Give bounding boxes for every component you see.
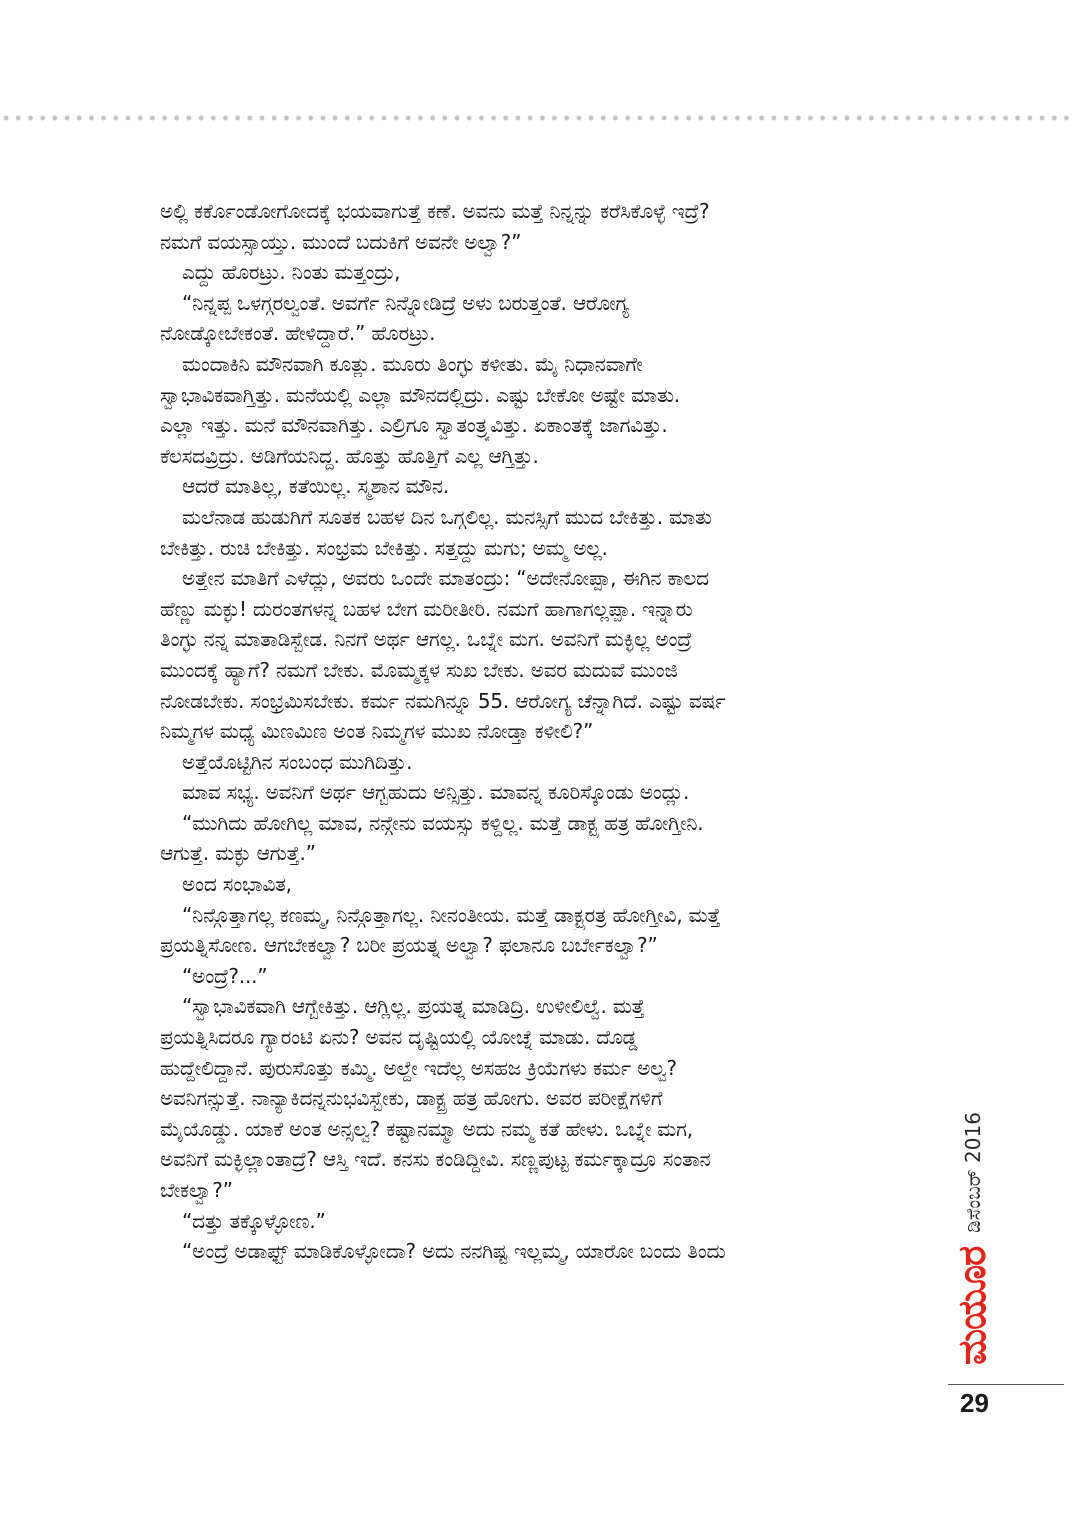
text-line: “ದತ್ತು ತಕ್ಕೊಳ್ಳೋಣ.” [182, 1208, 326, 1233]
text-line: ಬೇಕಿತ್ತು. ರುಚಿ ಬೇಕಿತ್ತು. ಸಂಭ್ರಮ ಬೇಕಿತ್ತು. ಸತ್ತದ್ದು ಮಗು; ಅಮ್ಮ ಅಲ್ಲ. [160, 535, 608, 560]
text-line: ಅಂದ ಸಂಭಾವಿತ, [182, 872, 292, 897]
text-line: ತಿಂಗ್ಳು ನನ್ನ ಮಾತಾಡಿಸ್ಬೇಡ. ನಿನಗೆ ಅರ್ಥ ಆಗಲ್ಲ. ಒಬ್ನೇ ಮಗ. ಅವನಿಗೆ ಮಕ್ಳಿಲ್ಲ ಅಂದ್ರೆ [160, 627, 692, 652]
text-line: “ಸ್ವಾಭಾವಿಕವಾಗಿ ಆಗ್ಬೇಕಿತ್ತು. ಆಗ್ಲಿಲ್ಲ. ಪ್ರಯತ್ನ ಮಾಡಿದ್ರಿ. ಉಳೀಲಿಲ್ವೆ. ಮತ್ತೆ [182, 994, 645, 1019]
text-line: ಮುಂದಕ್ಕೆ ಹ್ಯಾಗೆ? ನಮಗೆ ಬೇಕು. ಮೊಮ್ಮಕ್ಕಳ ಸುಖ ಬೇಕು. ಅವರ ಮದುವೆ ಮುಂಜಿ [160, 657, 678, 682]
text-line: ಕೆಲಸದವ್ರಿದ್ರು. ಅಡಿಗೆಯನಿದ್ದ. ಹೊತ್ತು ಹೊತ್ತಿಗೆ ಎಲ್ಲ ಆಗ್ತಿತ್ತು. [160, 443, 539, 468]
footer-rule [948, 1384, 1064, 1385]
text-line: ಎದ್ದು ಹೊರಟ್ರು. ನಿಂತು ಮತ್ತಂದ್ರು, [182, 260, 401, 285]
magazine-sidebar [950, 1110, 1000, 1365]
text-line: “ಅಂದ್ರೆ ಅಡಾಫ್ಟ್ ಮಾಡಿಕೊಳ್ಳೋದಾ? ಅದು ನನಗಿಷ್ಟ ಇಲ್ಲಮ್ಮ, ಯಾರೋ ಬಂದು ತಿಂದು [182, 1239, 726, 1264]
text-line: ಪ್ರಯತ್ನಿಸಿದರೂ ಗ್ಯಾರಂಟಿ ಏನು? ಅವನ ದೃಷ್ಟಿಯಲ್ಲಿ ಯೋಚ್ನೆ ಮಾಡು. ದೊಡ್ಡ [160, 1025, 638, 1050]
text-line: “ನಿನ್ನಪ್ಪ ಒಳಗ್ಗರಲ್ವಂತೆ. ಅವರ್ಗೆ ನಿನ್ನೋಡಿದ್ರೆ ಅಳು ಬರುತ್ತಂತೆ. ಆರೋಗ್ಯ [182, 290, 629, 315]
text-line: ನೋಡ್ಕೋಬೇಕಂತೆ. ಹೇಳಿದ್ದಾರೆ.” ಹೊರಟ್ರು. [160, 321, 436, 346]
text-line: “ಅಂದ್ರೆ?...” [182, 963, 268, 988]
story-body [160, 196, 920, 1267]
text-line: ಮಂದಾಕಿನಿ ಮೌನವಾಗಿ ಕೂತ್ಲು. ಮೂರು ತಿಂಗ್ಳು ಕಳೀತು. ಮೈ ನಿಧಾನವಾಗೇ [182, 351, 643, 376]
text-line: ಬೇಕಲ್ವಾ?” [160, 1178, 233, 1202]
text-line: ಆದರೆ ಮಾತಿಲ್ಲ, ಕತೆಯಿಲ್ಲ. ಸ್ಮಶಾನ ಮೌನ. [182, 474, 449, 499]
text-line: “ನಿನ್ಗೊತ್ತಾಗಲ್ಲ ಕಣಮ್ಮ, ನಿನ್ಗೊತ್ತಾಗಲ್ಲ. ನೀನಂತೀಯ. ಮತ್ತೆ ಡಾಕ್ಟ್ರರತ್ರ ಹೋಗ್ತೀವಿ, ಮತ್ತೆ [182, 902, 721, 927]
text-line: ನಿಮ್ಮಗಳ ಮಧ್ಯೆ ಮಿಣಮಿಣ ಅಂತ ನಿಮ್ಮಗಳ ಮುಖ ನೋಡ್ತಾ ಕಳೀಲಿ?” [160, 719, 594, 744]
text-line: ಅಲ್ಲಿ ಕರ್ಕೊಂಡೋಗೋದಕ್ಕೆ ಭಯವಾಗುತ್ತೆ ಕಣೆ. ಅವನು ಮತ್ತೆ ನಿನ್ನನ್ನು ಕರೆಸಿಕೊಳ್ಳೆ ಇದ್ರೆ? [160, 199, 710, 223]
text-line: “ಮುಗಿದು ಹೋಗಿಲ್ಲ ಮಾವ, ನನ್ಗೇನು ವಯಸ್ಸು ಕಳ್ದಿಲ್ಲ. ಮತ್ತೆ ಡಾಕ್ಟ್ರ ಹತ್ರ ಹೋಗ್ತೀನಿ. [182, 810, 704, 835]
text-line: ಮಾವ ಸಭ್ಯ. ಅವನಿಗೆ ಅರ್ಥ ಆಗ್ಬಹುದು ಅನ್ಸಿತ್ತು. ಮಾವನ್ನ ಕೂರಿಸ್ಕೊಂಡು ಅಂದ್ಲು. [182, 780, 690, 805]
text-line: ಅತ್ತೇನ ಮಾತಿಗೆ ಎಳೆದ್ಲು, ಅವರು ಒಂದೇ ಮಾತಂದ್ರು: “ಅದೇನೋಪ್ಪಾ, ಈಗಿನ ಕಾಲದ [182, 566, 709, 591]
text-line: ಅವನಿಗೆ ಮಕ್ಳಿಲ್ಲಾಂತಾದ್ರೆ? ಆಸ್ತಿ ಇದೆ. ಕನಸು ಕಂಡಿದ್ದೀವಿ. ಸಣ್ಣಪುಟ್ಟ ಕರ್ಮಕ್ಕಾದ್ರೂ ಸಂತಾನ [160, 1147, 711, 1172]
dotted-header-rule [0, 114, 1072, 122]
text-line: ಮೈಯೊಡ್ಡು. ಯಾಕೆ ಅಂತ ಅನ್ಸಲ್ವ? ಕಷ್ಟಾನಮ್ಮಾ ಅದು ನಮ್ಮ ಕತೆ ಹೇಳು. ಒಬ್ನೇ ಮಗ, [160, 1116, 693, 1141]
text-line: ನೋಡಬೇಕು. ಸಂಭ್ರಮಿಸಬೇಕು. ಕರ್ಮ ನಮಗಿನ್ನೂ 55. ಆರೋಗ್ಯ ಚೆನ್ನಾಗಿದೆ. ಎಷ್ಟು ವರ್ಷ [160, 688, 726, 713]
issue-date: ಡಿಸೆಂಬರ್ 2016 [960, 1112, 985, 1233]
text-line: ಹುದ್ದೇಲಿದ್ದಾನೆ. ಪುರುಸೊತ್ತು ಕಮ್ಮಿ. ಅಲ್ದೇ ಇದೆಲ್ಲ ಅಸಹಜ ಕ್ರಿಯೆಗಳು ಕರ್ಮ ಅಲ್ವ? [160, 1055, 677, 1080]
text-line: ಅತ್ತೆಯೊಟ್ಟಿಗಿನ ಸಂಬಂಧ ಮುಗಿದಿತ್ತು. [182, 749, 413, 774]
text-line: ಆಗುತ್ತೆ. ಮಕ್ಳು ಆಗುತ್ತೆ.” [160, 841, 316, 866]
text-line: ಸ್ವಾಭಾವಿಕವಾಗ್ತಿತ್ತು. ಮನೆಯಲ್ಲಿ ಎಲ್ಲಾ ಮೌನದಲ್ಲಿದ್ರು. ಎಷ್ಟು ಬೇಕೋ ಅಷ್ಟೇ ಮಾತು. [160, 382, 680, 407]
page-number: 29 [960, 1388, 989, 1418]
text-line: ಮಲೆನಾಡ ಹುಡುಗಿಗೆ ಸೂತಕ ಬಹಳ ದಿನ ಒಗ್ಗಲಿಲ್ಲ. ಮನಸ್ಸಿಗೆ ಮುದ ಬೇಕಿತ್ತು. ಮಾತು [182, 504, 712, 529]
magazine-logo: ಮಯೂರ [950, 1246, 994, 1365]
text-line: ಪ್ರಯತ್ನಿಸೋಣ. ಆಗಬೇಕಲ್ವಾ? ಬರೀ ಪ್ರಯತ್ನ ಅಲ್ವಾ? ಫಲಾನೂ ಬರ್ಬೇಕಲ್ವಾ?” [160, 933, 658, 958]
text-line: ಎಲ್ಲಾ ಇತ್ತು. ಮನೆ ಮೌನವಾಗಿತ್ತು. ಎಲ್ರಿಗೂ ಸ್ವಾತಂತ್ರ್ಯವಿತ್ತು. ಏಕಾಂತಕ್ಕೆ ಜಾಗವಿತ್ತು. [160, 413, 668, 438]
text-line: ಅವನಿಗನ್ಸುತ್ತೆ. ನಾನ್ಯಾಕಿದನ್ನನುಭವಿಸ್ಬೇಕು, ಡಾಕ್ಟ್ರ ಹತ್ರ ಹೋಗು. ಅವರ ಪರೀಕ್ಷೆಗಳಿಗೆ [160, 1086, 663, 1111]
sidebar-vertical-group [950, 1112, 995, 1365]
text-line: ಹೆಣ್ಣು ಮಕ್ಳು! ದುರಂತಗಳನ್ನ ಬಹಳ ಬೇಗ ಮರೀತೀರಿ. ನಮಗೆ ಹಾಗಾಗಲ್ಲಪ್ಪಾ. ಇನ್ನಾರು [160, 596, 693, 621]
text-line: ನಮಗೆ ವಯಸ್ಸಾಯ್ತು. ಮುಂದೆ ಬದುಕಿಗೆ ಅವನೇ ಅಲ್ವಾ?” [160, 229, 522, 254]
